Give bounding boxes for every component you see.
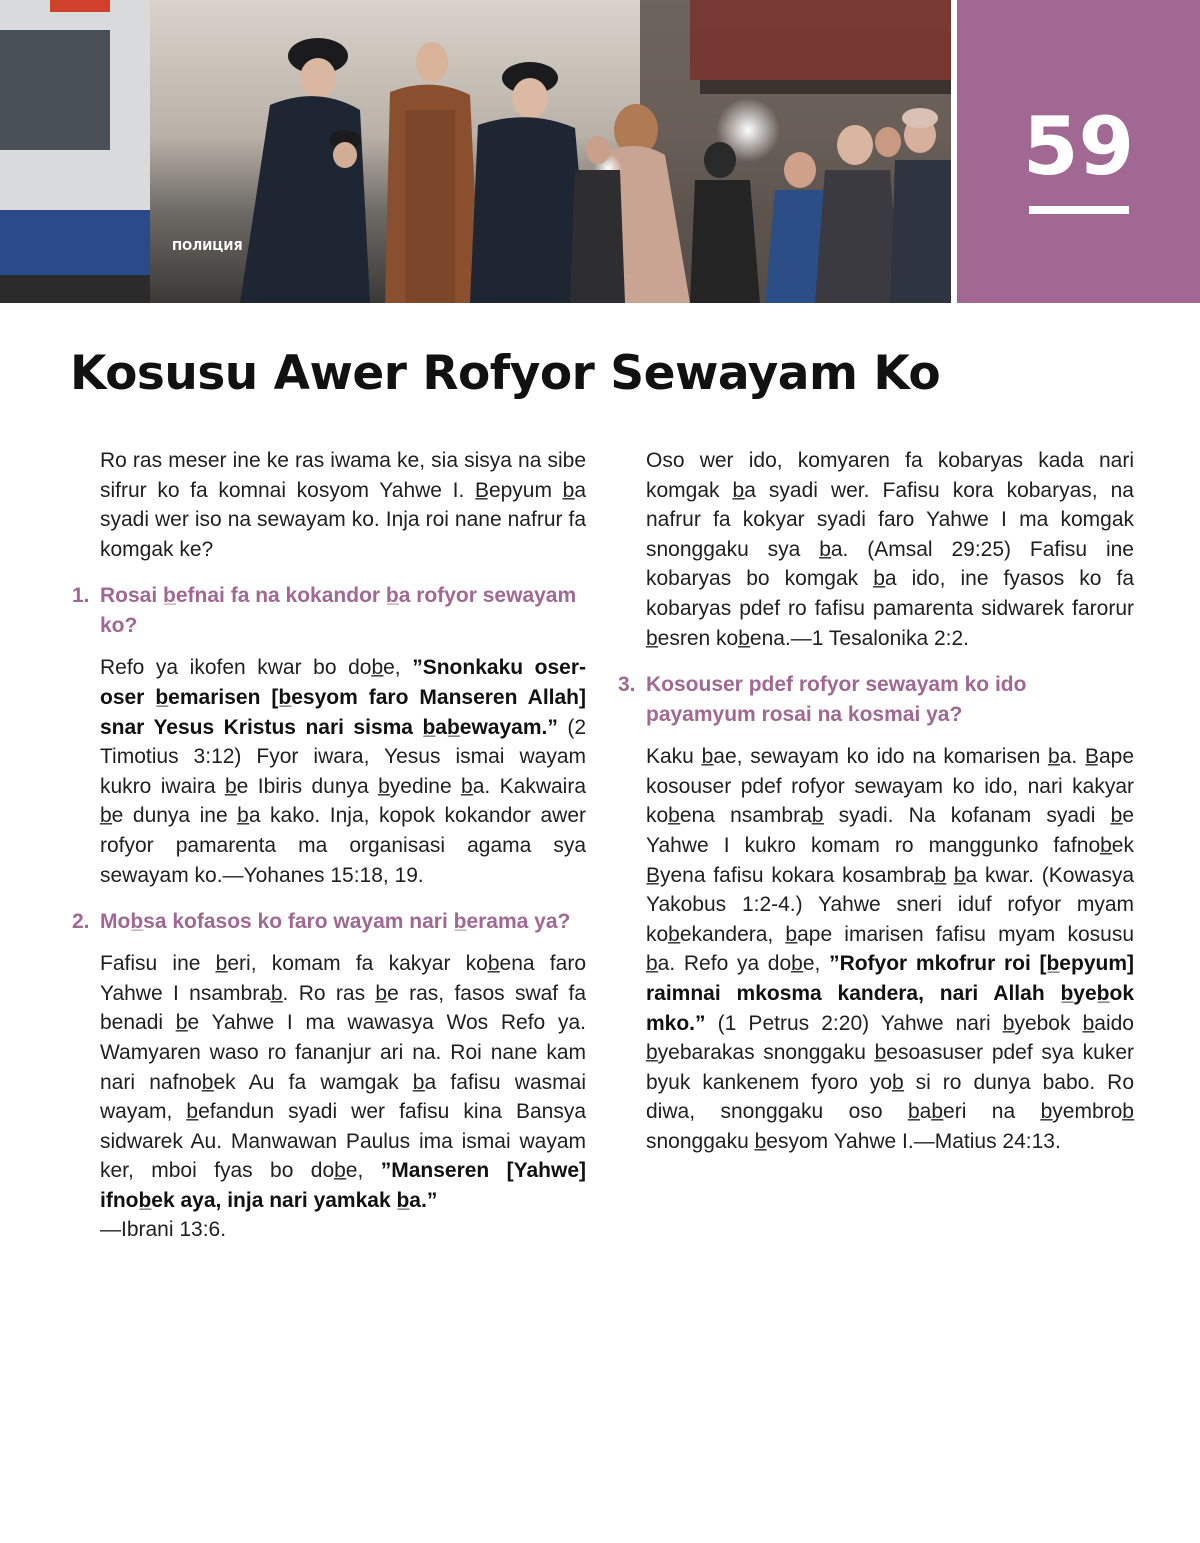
question-3-text: Kosouser pdef rofyor sewayam ko ido payamyum rosai na kosmai ya?: [646, 673, 1027, 727]
right-column: [618, 446, 1134, 1173]
left-column: [70, 446, 586, 1262]
question-2-paragraph: [70, 949, 586, 1245]
question-1-text-end: (2 Timotius 3:12) Fyor iwara, Yesus ismai wayam kukro iwaira b̲e Ibiris dunya b̲yedine b̲a. Kakwaira b̲e dunya ine b̲a kako. Inja, kopok kokandor awer rofyor pamarenta ma organisasi agama sya sewayam ko.—Yohanes 15:18, 19.: [100, 715, 587, 887]
question-3-scripture-quote: ”Rofyor mkofrur roi [b̲epyum] raimnai mkosma kandera, nari Allah b̲yeb̲ok mko.”: [646, 952, 1134, 1035]
lesson-number-underline: [1029, 206, 1129, 214]
van-lettering: ПОЛИЦИЯ: [172, 239, 243, 253]
question-2-number: 2.: [72, 910, 90, 934]
question-2-text: Mob̲sa kofasos ko faro wayam nari b̲erama ya?: [100, 910, 571, 934]
question-1-paragraph: [70, 653, 586, 890]
question-3-text-end: (1 Petrus 2:20) Yahwe nari b̲yebok b̲aido b̲yebarakas snonggaku b̲esoasuser pdef sya kuker byuk kankenem fyoro yob̲ si ro dunya babo. Ro diwa, snonggaku oso b̲ab̲eri na b̲yembrob̲ snonggaku b̲esyom Yahwe I.—Matius 24:13.: [646, 1011, 1134, 1153]
question-1-text-start: Refo ya ikofen kwar bo dob̲e,: [100, 656, 413, 680]
question-2-continued-paragraph: Oso wer ido, komyaren fa kobaryas kada nari komgak b̲a syadi wer. Fafisu kora kobaryas, na nafrur fa kokyar syadi faro Yahwe I ma komgak snonggaku sya b̲a. (Amsal 29:25) Fafisu ine kobaryas bo komgak b̲a ido, ine fyasos ko fa kobaryas pdef ro fafisu pamarenta sidwarek farorur b̲esren kob̲ena.—1 Tesalonika 2:2.: [646, 449, 1134, 650]
question-1-scripture-quote: ”Snonkaku oser-oser b̲emarisen [b̲esyom faro Manseren Allah] snar Yesus Kristus nari sisma b̲ab̲ewayam.”: [100, 656, 586, 739]
question-3-heading: [618, 670, 1134, 730]
question-1-number: 1.: [72, 584, 90, 608]
intro-paragraph: Ro ras meser ine ke ras iwama ke, sia sisya na sibe sifrur ko fa komnai kosyom Yahwe I. B̲epyum b̲a syadi wer iso na sewayam ko. Inja roi nane nafrur fa komgak ke?: [100, 449, 586, 561]
hero-photo: [0, 0, 951, 303]
question-3-text-start: Kaku b̲ae, sewayam ko ido na komarisen b̲a. B̲ape kosouser pdef rofyor sewayam ko ido, nari kakyar kob̲ena nsambrab̲ syadi. Na kofanam syadi b̲e Yahwe I kukro komam ro manggunko fafnob̲ek B̲yena fafisu kokara kosambrab̲ b̲a kwar. (Kowasya Yakobus 1:2-4.) Yahwe sneri iduf rofyor myam kob̲ekandera, b̲ape imarisen fafisu myam kosusu b̲a. Refo ya dob̲e,: [646, 745, 1134, 976]
page-title: Kosusu Awer Rofyor Sewayam Ko: [70, 346, 941, 401]
question-2-text-start: Fafisu ine b̲eri, komam fa kakyar kob̲ena faro Yahwe I nsambrab̲. Ro ras b̲e ras, fasos swaf fa benadi b̲e Yahwe I ma wawasya Wos Refo ya. Wamyaren waso ro fananjur ari na. Roi nane kam nari nafnob̲ek Au fa wamgak b̲a fafisu wasmai wayam, b̲efandun syadi wer fafisu kina Bansya sidwarek Au. Manwawan Paulus ima ismai wayam ker, mboi fyas bo dob̲e,: [100, 952, 586, 1183]
question-2-heading: [70, 907, 586, 937]
hero-photo-scene: [0, 0, 951, 303]
question-3-number: 3.: [618, 673, 636, 697]
question-2-scripture-quote: ”Manseren [Yahwe] ifnob̲ek aya, inja nari yamkak b̲a.”: [100, 1159, 586, 1212]
question-2-reference: —Ibrani 13:6.: [100, 1218, 227, 1242]
question-1-heading: [70, 581, 586, 641]
question-1-text: Rosai b̲efnai fa na kokandor b̲a rofyor sewayam ko?: [100, 584, 577, 638]
lesson-number-box: [957, 0, 1200, 303]
question-3-paragraph: [618, 742, 1134, 1156]
lesson-number: 59: [1022, 100, 1135, 193]
